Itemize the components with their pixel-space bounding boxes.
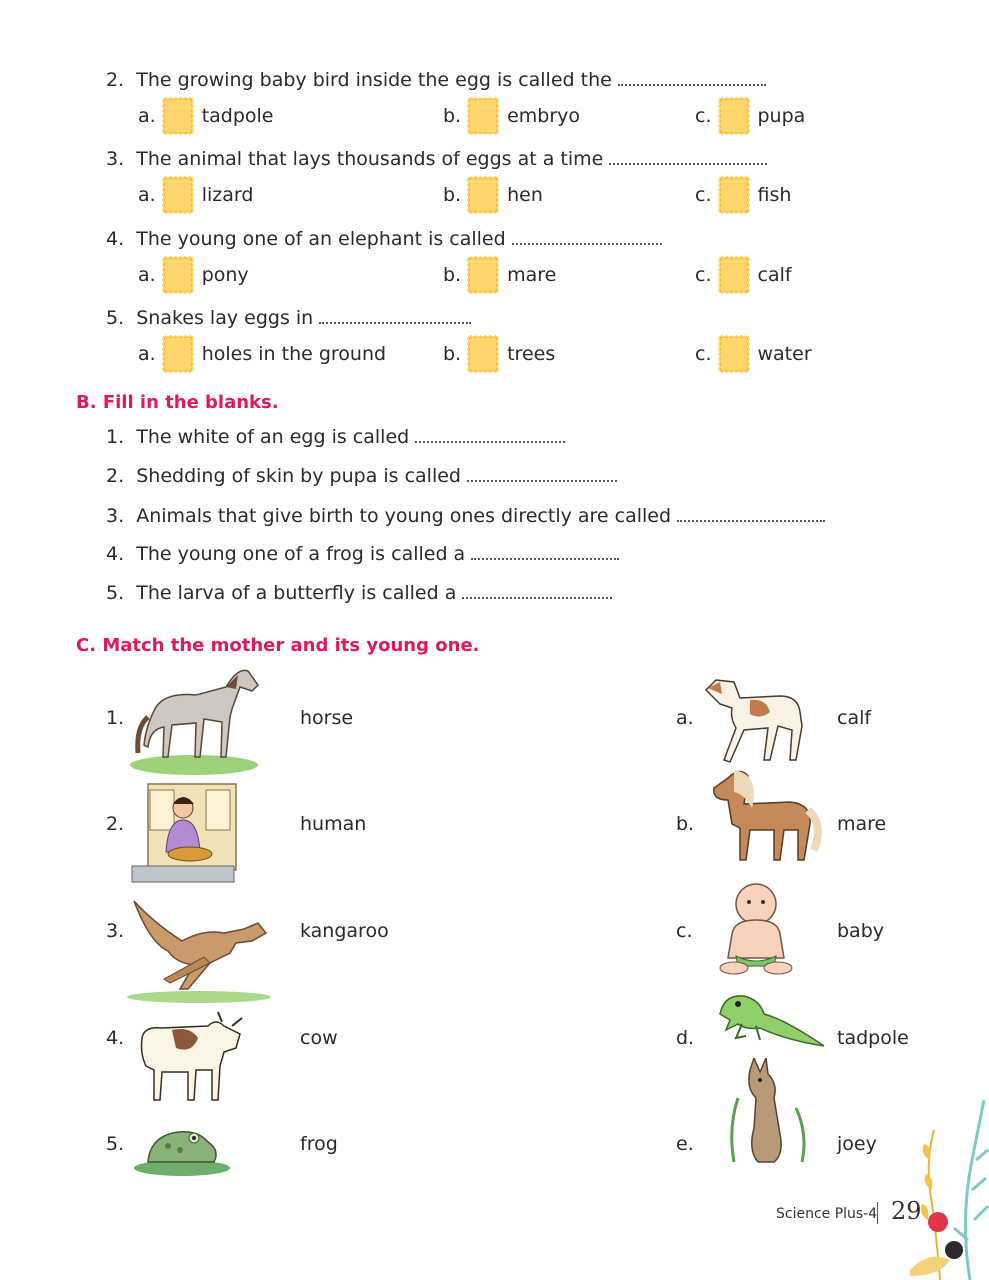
calf-icon xyxy=(700,668,820,768)
option-a[interactable]: a. lizard xyxy=(138,176,253,214)
item-number: 4. xyxy=(106,1027,125,1049)
flower-decoration xyxy=(910,1100,989,1280)
answer-blank[interactable] xyxy=(618,70,766,86)
option-b[interactable]: b. trees xyxy=(443,335,555,373)
horse-icon xyxy=(126,657,262,777)
book-title: Science Plus-4 xyxy=(776,1206,878,1222)
fill-blank-item: 3. Animals that give birth to young ones directly are called xyxy=(106,505,825,527)
kangaroo-icon xyxy=(124,893,274,1005)
item-number: 3. xyxy=(106,920,125,942)
item-letter: d. xyxy=(676,1027,695,1049)
option-a[interactable]: a. pony xyxy=(138,256,249,294)
answer-checkbox[interactable] xyxy=(162,335,194,373)
tadpole-icon xyxy=(716,990,828,1052)
match-word-left[interactable]: cow xyxy=(300,1027,338,1049)
option-b[interactable]: b. hen xyxy=(443,176,543,214)
match-word-left[interactable]: kangaroo xyxy=(300,920,389,942)
item-letter: b. xyxy=(676,813,695,835)
baby-icon xyxy=(714,880,798,976)
pony-icon xyxy=(704,764,822,864)
match-word-right[interactable]: calf xyxy=(837,707,872,729)
option-b[interactable]: b. embryo xyxy=(443,97,580,135)
answer-checkbox[interactable] xyxy=(162,97,194,135)
match-word-left[interactable]: human xyxy=(300,813,367,835)
answer-blank[interactable] xyxy=(677,506,825,522)
question-text: 5. Snakes lay eggs in xyxy=(106,307,471,329)
match-word-left[interactable]: horse xyxy=(300,707,354,729)
answer-blank[interactable] xyxy=(415,427,565,443)
answer-blank[interactable] xyxy=(609,149,767,165)
item-number: 1. xyxy=(106,707,125,729)
answer-checkbox[interactable] xyxy=(718,97,750,135)
match-word-right[interactable]: baby xyxy=(837,920,885,942)
match-word-right[interactable]: tadpole xyxy=(837,1027,909,1049)
answer-blank[interactable] xyxy=(467,466,617,482)
answer-checkbox[interactable] xyxy=(162,176,194,214)
option-a[interactable]: a. tadpole xyxy=(138,97,274,135)
answer-checkbox[interactable] xyxy=(718,335,750,373)
woman-cooking-icon xyxy=(128,780,238,888)
option-c[interactable]: c. water xyxy=(695,335,812,373)
match-word-left[interactable]: frog xyxy=(300,1133,338,1155)
answer-checkbox[interactable] xyxy=(467,256,499,294)
match-word-right[interactable]: joey xyxy=(837,1133,877,1155)
fill-blank-item: 2. Shedding of skin by pupa is called xyxy=(106,465,617,487)
answer-blank[interactable] xyxy=(471,544,619,560)
answer-blank[interactable] xyxy=(462,583,612,599)
answer-blank[interactable] xyxy=(319,308,471,324)
option-b[interactable]: b. mare xyxy=(443,256,556,294)
answer-checkbox[interactable] xyxy=(718,176,750,214)
option-c[interactable]: c. fish xyxy=(695,176,791,214)
match-word-right[interactable]: mare xyxy=(837,813,887,835)
answer-checkbox[interactable] xyxy=(467,176,499,214)
answer-checkbox[interactable] xyxy=(162,256,194,294)
fill-blank-item: 1. The white of an egg is called xyxy=(106,426,565,448)
question-text: 4. The young one of an elephant is called xyxy=(106,228,662,250)
question-text: 2. The growing baby bird inside the egg is called the xyxy=(106,69,766,91)
question-text: 3. The animal that lays thousands of eggs at a time xyxy=(106,148,767,170)
fill-blank-item: 4. The young one of a frog is called a xyxy=(106,543,619,565)
option-c[interactable]: c. calf xyxy=(695,256,792,294)
frog-icon xyxy=(128,1116,234,1178)
answer-blank[interactable] xyxy=(512,229,662,245)
footer-divider xyxy=(877,1202,878,1224)
item-letter: e. xyxy=(676,1133,694,1155)
page-number: 29 xyxy=(891,1197,922,1225)
answer-checkbox[interactable] xyxy=(467,335,499,373)
answer-checkbox[interactable] xyxy=(467,97,499,135)
item-number: 5. xyxy=(106,1133,125,1155)
item-letter: a. xyxy=(676,707,694,729)
item-letter: c. xyxy=(676,920,693,942)
joey-icon xyxy=(724,1058,810,1168)
fill-blank-item: 5. The larva of a butterfly is called a xyxy=(106,582,612,604)
cow-icon xyxy=(132,1008,246,1106)
item-number: 2. xyxy=(106,813,125,835)
answer-checkbox[interactable] xyxy=(718,256,750,294)
option-a[interactable]: a. holes in the ground xyxy=(138,335,386,373)
option-c[interactable]: c. pupa xyxy=(695,97,805,135)
section-c-heading: C. Match the mother and its young one. xyxy=(76,635,480,656)
section-b-heading: B. Fill in the blanks. xyxy=(76,392,279,413)
